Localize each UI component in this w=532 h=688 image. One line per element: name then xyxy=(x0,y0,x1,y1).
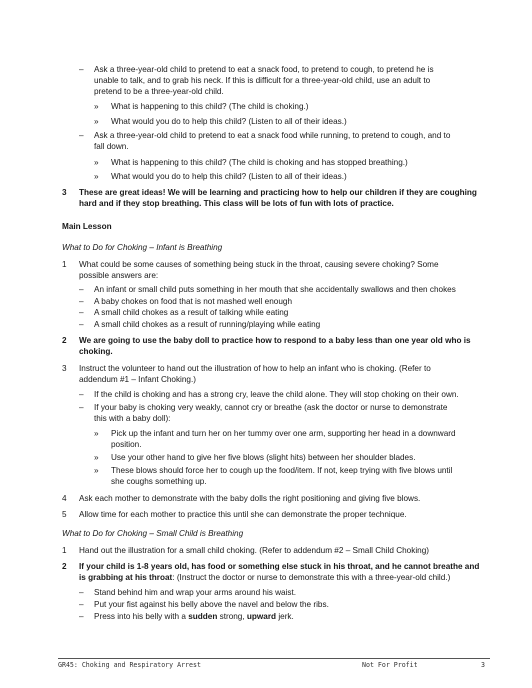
lesson-text: We are going to use the baby doll to practice how to respond to a baby less than one year old who is xyxy=(79,336,471,345)
intro-text: What would you do to help this child? (Listen to all of their ideas.) xyxy=(111,172,347,181)
lesson-text: These blows should force her to cough up the food/item. If not, keep trying with five blows until xyxy=(111,466,453,475)
intro-text: fall down. xyxy=(94,142,129,151)
intro-text: What is happening to this child? (The child is choking and has stopped breathing.) xyxy=(111,158,408,167)
lesson-text: Put your fist against his belly above the navel and below the ribs. xyxy=(94,600,329,609)
lesson-text: Stand behind him and wrap your arms around his waist. xyxy=(94,588,297,597)
intro-text: These are great ideas! We will be learning and practicing how to help our children if they are coughing xyxy=(79,188,477,197)
lesson-text: possible answers are: xyxy=(79,271,159,280)
intro-text: unable to talk, and to grab his neck. If this is difficult for a three-year-old child, use an adult to xyxy=(94,76,431,85)
bullet-marker: » xyxy=(94,453,99,462)
bullet-marker: » xyxy=(94,158,99,167)
footer-title: GR45: Choking and Respiratory Arrest xyxy=(58,661,201,669)
lesson-text: Allow time for each mother to practice this until she can demonstrate the proper technique. xyxy=(79,510,407,519)
dash-marker: – xyxy=(79,65,84,74)
step-number: 2 xyxy=(62,336,67,345)
step-number: 5 xyxy=(62,510,67,519)
dash-marker: – xyxy=(79,612,84,621)
lesson-text: A baby chokes on food that is not mashed well enough xyxy=(94,297,292,306)
lesson-text: If your child is 1-8 years old, has food or something else stuck in his throat, and he cannot breathe and xyxy=(79,562,480,571)
lesson-text: If your baby is choking very weakly, cannot cry or breathe (ask the doctor or nurse to demonstrate xyxy=(94,403,448,412)
intro-text: pretend to be a three-year-old child. xyxy=(94,87,224,96)
lesson-text: Ask each mother to demonstrate with the baby dolls the right positioning and giving five blows. xyxy=(79,494,421,503)
dash-marker: – xyxy=(79,308,84,317)
subsection-heading: What to Do for Choking – Infant is Breathing xyxy=(62,243,223,252)
lesson-text: Use your other hand to give her five blows (slight hits) between her shoulder blades. xyxy=(111,453,416,462)
lesson-text: addendum #1 – Infant Choking.) xyxy=(79,375,196,384)
lesson-text: position. xyxy=(111,440,142,449)
subsection-heading: What to Do for Choking – Small Child is Breathing xyxy=(62,529,244,538)
bullet-marker: » xyxy=(94,102,99,111)
lesson-text: Hand out the illustration for a small child choking. (Refer to addendum #2 – Small Child Choking) xyxy=(79,546,429,555)
intro-text: What would you do to help this child? (Listen to all of their ideas.) xyxy=(111,117,347,126)
lesson-text: If the child is choking and has a strong cry, leave the child alone. They will stop choking on their own. xyxy=(94,390,459,399)
step-number: 3 xyxy=(62,364,67,373)
dash-marker: – xyxy=(79,390,84,399)
bullet-marker: » xyxy=(94,466,99,475)
step-number: 1 xyxy=(62,260,67,269)
intro-text: Ask a three-year-old child to pretend to eat a snack food, to pretend to cough, to pretend he is xyxy=(94,65,434,74)
dash-marker: – xyxy=(79,600,84,609)
footer-center: Not For Profit xyxy=(362,661,418,669)
page-number: 3 xyxy=(481,661,485,669)
step-number: 2 xyxy=(62,562,67,571)
bullet-marker: » xyxy=(94,117,99,126)
lesson-text: A small child chokes as a result of running/playing while eating xyxy=(94,320,321,329)
lesson-text: What could be some causes of something being stuck in the throat, causing severe choking? Some xyxy=(79,260,439,269)
dash-marker: – xyxy=(79,285,84,294)
lesson-text: she coughs something up. xyxy=(111,477,207,486)
lesson-text: choking. xyxy=(79,347,113,356)
lesson-text: A small child chokes as a result of talking while eating xyxy=(94,308,289,317)
dash-marker: – xyxy=(79,588,84,597)
lesson-text: is grabbing at his throat: (Instruct the doctor or nurse to demonstrate this with a three-year-old child.) xyxy=(79,573,451,582)
step-number: 4 xyxy=(62,494,67,503)
dash-marker: – xyxy=(79,403,84,412)
lesson-text: Press into his belly with a sudden strong, upward jerk. xyxy=(94,612,294,621)
bullet-marker: » xyxy=(94,429,99,438)
step-number: 1 xyxy=(62,546,67,555)
footer-rule xyxy=(58,658,490,659)
lesson-text: An infant or small child puts something in her mouth that she accidentally swallows and then chokes xyxy=(94,285,456,294)
bullet-marker: » xyxy=(94,172,99,181)
dash-marker: – xyxy=(79,320,84,329)
intro-text: Ask a three-year-old child to pretend to eat a snack food while running, to pretend to cough, and to xyxy=(94,131,451,140)
dash-marker: – xyxy=(79,297,84,306)
intro-text: hard and if they stop breathing. This class will be lots of fun with lots of practice. xyxy=(79,199,394,208)
lesson-text: Instruct the volunteer to hand out the illustration of how to help an infant who is choking. (Refer to xyxy=(79,364,431,373)
step-number: 3 xyxy=(62,188,67,197)
lesson-text: Pick up the infant and turn her on her tummy over one arm, supporting her head in a downward xyxy=(111,429,456,438)
section-heading: Main Lesson xyxy=(62,222,112,231)
lesson-text: this with a baby doll): xyxy=(94,414,171,423)
intro-text: What is happening to this child? (The child is choking.) xyxy=(111,102,309,111)
dash-marker: – xyxy=(79,131,84,140)
